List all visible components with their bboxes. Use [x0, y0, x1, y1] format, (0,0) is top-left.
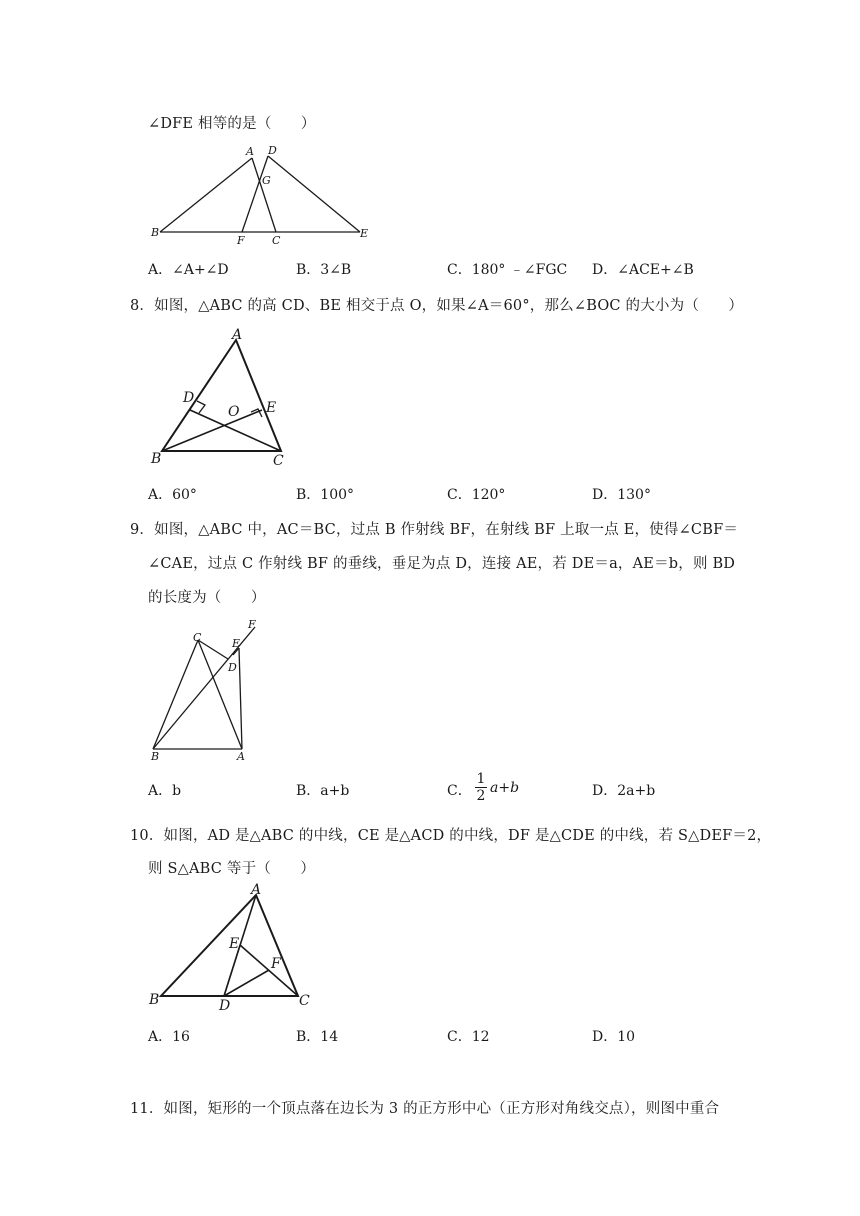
q10-label-d: D	[219, 998, 231, 1014]
q10-label-b: B	[149, 992, 160, 1008]
q10-option-c[interactable]: C．12	[447, 1029, 490, 1045]
q9-option-c-denominator: 2	[476, 788, 486, 804]
q7-option-b[interactable]: B．3∠B	[296, 262, 352, 278]
q9-option-a[interactable]: A．b	[148, 783, 182, 799]
q8-label-o: O	[228, 404, 240, 420]
q8-label-e: E	[266, 400, 277, 416]
q8-label-b: B	[151, 451, 162, 467]
q9-stem-line-2: ∠CAE，过点 C 作射线 BF 的垂线，垂足为点 D，连接 AE，若 DE＝a，AE＝b，则 BD	[148, 556, 736, 572]
q8-label-c: C	[273, 453, 284, 469]
q9-label-a: A	[237, 750, 245, 763]
q9-option-c-fraction	[475, 772, 487, 803]
q10-label-a: A	[251, 882, 262, 898]
q7-figure	[140, 140, 390, 250]
q10-label-c: C	[299, 993, 310, 1009]
q7-label-c: C	[272, 234, 281, 247]
q8-option-d[interactable]: D．130°	[592, 487, 651, 503]
q8-stem: 8．如图，△ABC 的高 CD、BE 相交于点 O，如果∠A＝60°，那么∠BOC 的大小为（ ）	[130, 298, 744, 314]
q7-option-c[interactable]: C．180° ﹣∠FGC	[447, 262, 568, 278]
q8-option-a[interactable]: A．60°	[148, 487, 197, 503]
q7-option-a[interactable]: A．∠A+∠D	[148, 262, 229, 278]
q7-label-a: A	[246, 145, 254, 158]
q7-stem-tail: ∠DFE 相等的是（ ）	[148, 116, 316, 132]
q9-option-b[interactable]: B．a+b	[296, 783, 350, 799]
q9-option-c-prefix: C．	[447, 783, 472, 799]
q9-stem-line-3: 的长度为（ ）	[148, 590, 266, 606]
q9-option-c-suffix: a+b	[490, 780, 520, 796]
q9-label-b: B	[151, 750, 160, 763]
q10-option-b[interactable]: B．14	[296, 1029, 339, 1045]
q9-option-c-numerator: 1	[476, 771, 486, 787]
q8-label-d: D	[183, 390, 195, 406]
q8-figure	[145, 325, 305, 470]
q9-label-d: D	[228, 661, 237, 674]
q7-label-g: G	[262, 174, 271, 187]
q9-option-d[interactable]: D．2a+b	[592, 783, 656, 799]
q9-label-c: C	[193, 631, 202, 644]
q10-label-f: F	[271, 956, 281, 972]
q9-stem-line-1: 9．如图，△ABC 中，AC＝BC，过点 B 作射线 BF，在射线 BF 上取一点 E，使得∠CBF＝	[130, 522, 739, 538]
q7-label-e: E	[360, 227, 369, 240]
q10-option-d[interactable]: D．10	[592, 1029, 636, 1045]
q10-label-e: E	[229, 936, 240, 952]
q9-label-e: E	[232, 637, 241, 650]
q7-option-d[interactable]: D．∠ACE+∠B	[592, 262, 694, 278]
q10-stem-line-2: 则 S△ABC 等于（ ）	[148, 861, 316, 877]
q7-label-b: B	[151, 226, 160, 239]
q7-label-f: F	[237, 234, 245, 247]
q11-stem: 11．如图，矩形的一个顶点落在边长为 3 的正方形中心（正方形对角线交点），则图中重合	[130, 1101, 720, 1117]
q7-label-d: D	[268, 144, 277, 157]
q8-option-b[interactable]: B．100°	[296, 487, 355, 503]
q10-option-a[interactable]: A．16	[148, 1029, 190, 1045]
q8-label-a: A	[232, 327, 243, 343]
q8-option-c[interactable]: C．120°	[447, 487, 506, 503]
q9-label-f: F	[248, 618, 256, 631]
q10-stem-line-1: 10．如图，AD 是△ABC 的中线，CE 是△ACD 的中线，DF 是△CDE 的中线，若 S△DEF＝2，	[130, 828, 772, 844]
q10-figure	[145, 880, 325, 1015]
q9-figure	[145, 615, 265, 765]
